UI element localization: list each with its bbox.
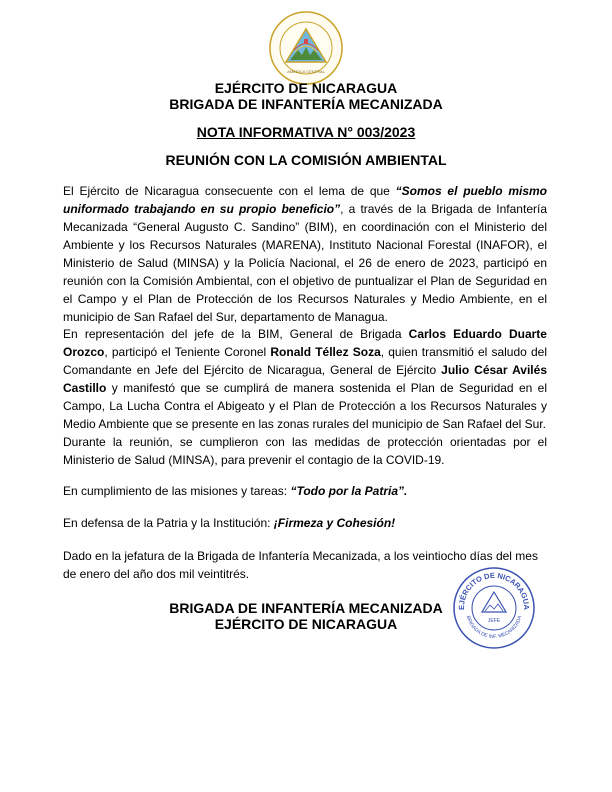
stamp-bottom-text: BRIGADA DE INF. MECANIZADA	[464, 615, 524, 641]
note-number-heading: NOTA INFORMATIVA N° 003/2023	[196, 124, 416, 140]
meeting-title-heading: REUNIÓN CON LA COMISIÓN AMBIENTAL	[165, 152, 447, 168]
army-heading: EJÉRCITO DE NICARAGUA	[214, 80, 398, 96]
paragraph-2: En representación del jefe de la BIM, General de Brigada Carlos Eduardo Duarte Orozco, participó el Teniente Coronel Ronald Téllez Soza, quien transmitió el saludo del Comandante en Jefe del Ejército de Nicaragua, General de Ejército Julio César Avilés Castillo y manifestó que se cumplirá de manera sostenida el Plan de Seguridad en el Campo, La Lucha Contra el Abigeato y el Plan de Protección a los Recursos Naturales y Medio Ambiente que se presente en las zonas rurales del municipio de San Rafael del Sur.	[63, 327, 548, 431]
brigade-heading: BRIGADA DE INFANTERÍA MECANIZADA	[169, 96, 443, 112]
paragraph-1: El Ejército de Nicaragua consecuente con el lema de que “Somos el pueblo mismo uniformado trabajando en su propio beneficio”, a través de la Brigada de Infantería Mecanizada “General Augusto C. Sandino” (BIM), en coordinación con el Ministerio del Ambiente y los Recursos Naturales (MARENA), Instituto Nacional Forestal (INAFOR), el Ministerio de Salud (MINSA) y la Policía Nacional, el 26 de enero de 2023, participó en reunión con la Comisión Ambiental, con el objetivo de puntualizar el Plan de Seguridad en el Campo y el Plan de Protección de los Recursos Naturales y Medio Ambiente, en el municipio de San Rafael del Sur, departamento de Managua.	[63, 184, 547, 324]
stamp-center-text: JEFE	[487, 618, 501, 624]
army-motto-quote: “Somos el pueblo mismo uniformado trabajando en su propio beneficio”	[63, 184, 547, 216]
paragraph-5: En defensa de la Patria y la Institución: ¡Firmeza y Cohesión!	[63, 516, 396, 530]
officer-name-2: Ronald Téllez Soza	[270, 345, 381, 359]
signature-brigade: BRIGADA DE INFANTERÍA MECANIZADA	[169, 600, 443, 616]
paragraph-6: Dado en la jefatura de la Brigada de Infantería Mecanizada, a los veintiocho días del mes de enero del año dos mil veintitrés.	[63, 549, 538, 581]
stamp-top-text: EJÉRCITO DE NICARAGUA	[456, 570, 532, 611]
officer-name-3: Julio César Avilés Castillo	[63, 363, 547, 395]
seal-bottom-text: AMÉRICA CENTRAL	[287, 69, 325, 74]
officer-name-1: Carlos Eduardo Duarte Orozco	[63, 327, 547, 359]
paragraph-3: Durante la reunión, se cumplieron con las medidas de protección orientadas por el Ministerio de Salud (MINSA), para prevenir el contagio de la COVID-19.	[63, 435, 547, 467]
nicaragua-coat-of-arms-seal	[268, 10, 344, 86]
motto-todo-por-la-patria: “Todo por la Patria”.	[290, 484, 408, 498]
paragraph-4: En cumplimiento de las misiones y tareas: “Todo por la Patria”.	[63, 484, 408, 498]
official-stamp	[452, 566, 536, 650]
signature-army: EJÉRCITO DE NICARAGUA	[214, 616, 398, 632]
motto-firmeza-y-cohesion: ¡Firmeza y Cohesión!	[273, 516, 396, 530]
